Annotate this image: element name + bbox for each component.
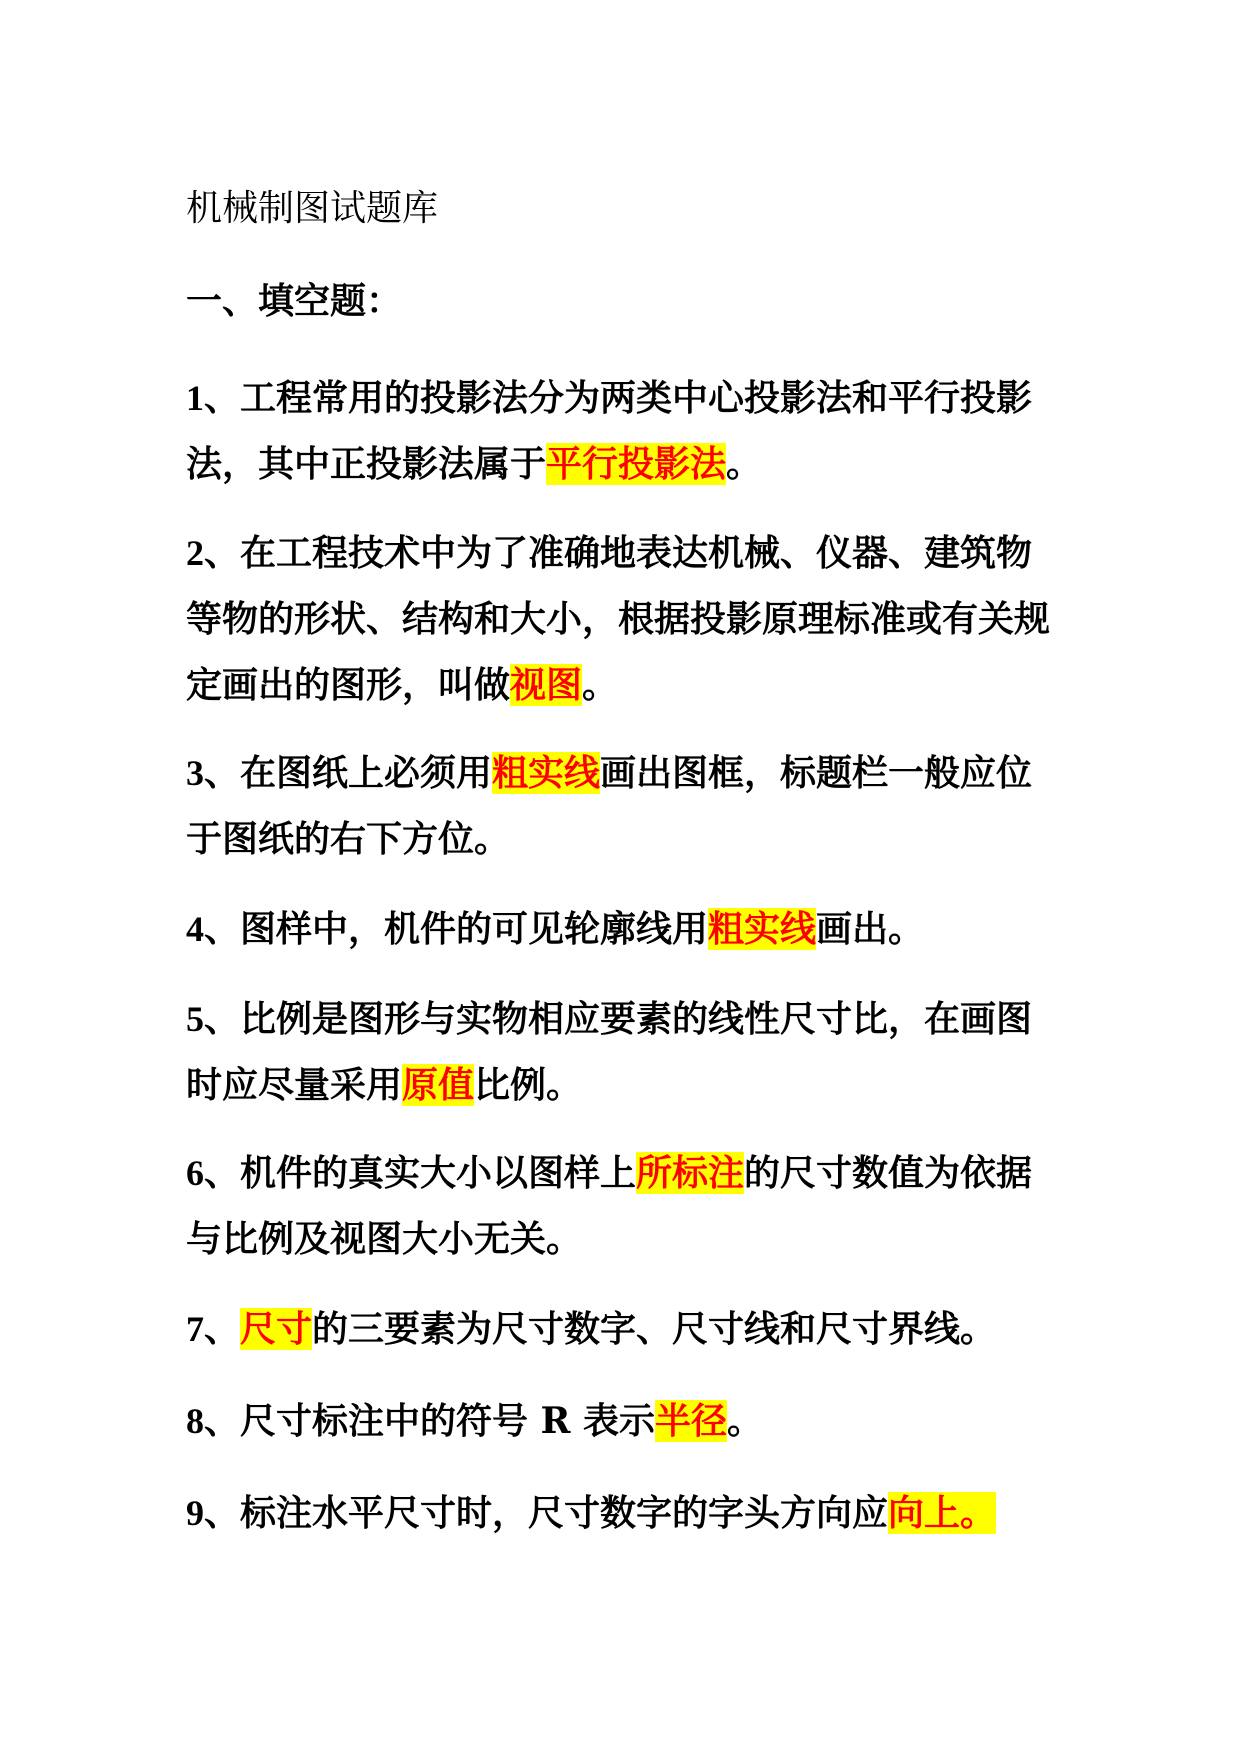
question-separator: 、: [204, 532, 241, 574]
highlighted-answer: 向上。: [888, 1492, 997, 1534]
question-2: [186, 520, 1066, 718]
question-separator: 、: [204, 998, 241, 1040]
question-text-end: 的三要素为尺寸数字、尺寸线和尺寸界线。: [312, 1308, 997, 1350]
highlighted-answer: 原值: [402, 1064, 475, 1106]
highlighted-answer: 尺寸: [240, 1308, 313, 1350]
question-separator: 、: [204, 1152, 241, 1194]
highlighted-answer: 所标注: [636, 1152, 745, 1194]
question-text: 图样中，机件的可见轮廓线用: [240, 908, 709, 950]
highlighted-answer: 视图: [510, 664, 583, 706]
highlighted-answer: 半径: [655, 1400, 728, 1442]
highlighted-answer: 平行投影法: [546, 443, 727, 485]
section-heading-fill-in-blank: 一、填空题：: [186, 280, 403, 322]
question-number: 6: [186, 1153, 204, 1193]
question-separator: 、: [204, 1492, 241, 1534]
question-9: [186, 1480, 1066, 1546]
question-5: [186, 986, 1066, 1118]
document-title: 机械制图试题库: [186, 188, 439, 229]
highlighted-answer: 粗实线: [708, 908, 817, 950]
question-number: 4: [186, 909, 204, 949]
question-1: [186, 365, 1066, 497]
question-6: [186, 1140, 1066, 1272]
question-separator: 、: [204, 752, 241, 794]
question-number: 9: [186, 1493, 204, 1533]
question-8: [186, 1388, 1066, 1454]
question-7: [186, 1296, 1066, 1362]
question-text: 标注水平尺寸时，尺寸数字的字头方向应: [240, 1492, 889, 1534]
question-number: 8: [186, 1401, 204, 1441]
question-text-end: 。: [727, 1400, 764, 1442]
question-separator: 、: [204, 1400, 241, 1442]
question-text-end: 。: [726, 443, 763, 485]
question-text-end: 画出图框，标题栏一般应位于图纸的右下方位。: [186, 752, 1033, 860]
question-3: [186, 740, 1066, 872]
question-text-end: 。: [582, 664, 619, 706]
question-separator: 、: [204, 1308, 241, 1350]
question-number: 1: [186, 378, 204, 418]
question-4: [186, 896, 1066, 962]
question-text-end: 比例。: [474, 1064, 583, 1106]
question-number: 5: [186, 999, 204, 1039]
question-text: 尺寸标注中的符号 R 表示: [240, 1400, 656, 1442]
question-text-end: 的尺寸数值为依据与比例及视图大小无关。: [186, 1152, 1033, 1260]
question-number: 3: [186, 753, 204, 793]
question-number: 2: [186, 533, 204, 573]
question-text: 在工程技术中为了准确地表达机械、仪器、建筑物等物的形状、结构和大小，根据投影原理标准或有关规定画出的图形，叫做: [186, 532, 1051, 706]
question-number: 7: [186, 1309, 204, 1349]
question-text: 工程常用的投影法分为两类中心投影法和平行投影法，其中正投影法属于: [186, 377, 1033, 485]
highlighted-answer: 粗实线: [492, 752, 601, 794]
question-text: 比例是图形与实物相应要素的线性尺寸比，在画图时应尽量采用: [186, 998, 1033, 1106]
question-separator: 、: [204, 908, 241, 950]
question-text: 机件的真实大小以图样上: [240, 1152, 637, 1194]
question-separator: 、: [204, 377, 241, 419]
question-text: 在图纸上必须用: [240, 752, 493, 794]
question-text-end: 画出。: [816, 908, 925, 950]
